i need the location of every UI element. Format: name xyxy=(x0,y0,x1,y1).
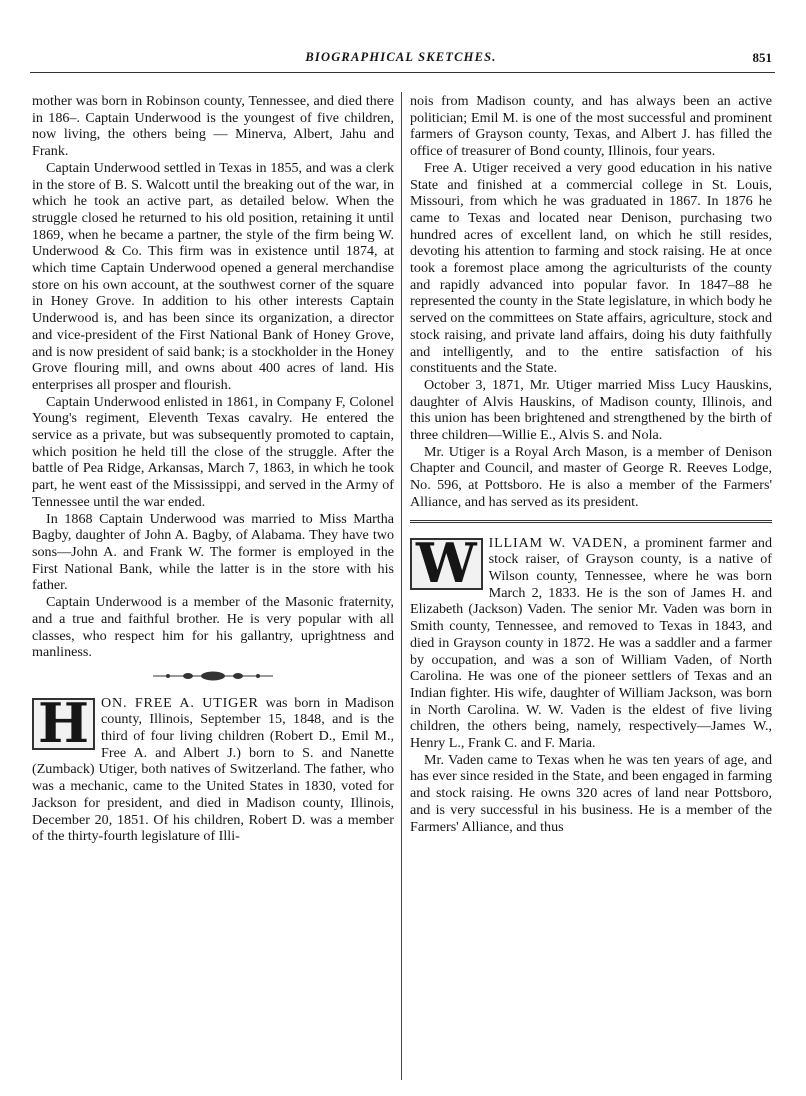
utiger-biography-intro xyxy=(32,690,395,845)
dropcap-h: H xyxy=(32,698,95,750)
page-header xyxy=(30,50,772,70)
header-rule xyxy=(30,72,775,73)
section-ornament xyxy=(32,670,394,687)
utiger-intro-text: was born in Madison county, Illinois, September 15, 1848, and is the third of four living children (Robert D., Emil M., Free A. and Albert J.) born to S. and Nanette (Zumback) Utiger, both natives of Switzerland. The father, who was a mechanic, came to the United States in 1830, voted for Jackson for president, and died in Madison county, Illinois, December 20, 1851. Of his children, Robert D. was a member of the thirty-fourth legislature of Illi- xyxy=(32,694,395,845)
left-column xyxy=(32,93,394,845)
right-column xyxy=(410,93,772,835)
paragraph-underwood-masonic: Captain Underwood is a member of the Masonic fraternity, and a true and faithful brother. He is very popular with all classes, who respect him for his gallantry, uprightness and manliness. xyxy=(32,594,394,661)
paragraph-utiger-career: Free A. Utiger received a very good education in his native State and finished at a commercial college in St. Louis, Missouri, from which he was graduated in 1867. In 1876 he came to Texas and located near Denison, purchasing two hundred acres of excellent land, on which he still resides, devoting his attention to farming and stock raising. He at once took a foremost place among the agriculturists of the county and rapidly advanced into popular favor. In 1847–88 he represented the county in the State legislature, in which body he served on the committees on State affairs, agriculture, stock and stock raising, and private land affairs, doing his duty faithfully and intelligently, and to the entire satisfaction of his constituents and the State. xyxy=(410,159,772,377)
paragraph-vaden-texas: Mr. Vaden came to Texas when he was ten years of age, and has ever since resided in the State, and been engaged in farming and stock raising. He owns 320 acres of land near Pottsboro, and is very successful in his business. He is a member of the Farmers' Alliance, and thus xyxy=(410,751,772,835)
paragraph-underwood-career: Captain Underwood settled in Texas in 1855, and was a clerk in the store of B. S. Walcott until the breaking out of the war, in which he took an active part, as detailed below. When the struggle closed he returned to his old position, retaining it until 1869, when he became a partner, the style of the firm being W. Underwood & Co. This firm was in existence until 1874, at which time Captain Underwood opened a general merchandise store on his own account, at the southwest corner of the square in Honey Grove. In addition to his other interests Captain Underwood is, and has been since its organization, a director and vice-president of the First National Bank of Honey Grove, and is now president of said bank; is a stockholder in the Honey Grove flouring mill, and owns about 400 acres of land. His enterprises all prosper and flourish. xyxy=(32,159,394,393)
paragraph-utiger-masonic: Mr. Utiger is a Royal Arch Mason, is a member of Denison Chapter and Council, and master of George R. Reeves Lodge, No. 596, at Pottsboro. He is also a member of the Farmers' Alliance, and has served as its president. xyxy=(410,443,772,510)
paragraph-utiger-marriage: October 3, 1871, Mr. Utiger married Miss Lucy Hauskins, daughter of Alvis Hauskins, of Madison county, Illinois, and this union has been brightened and strengthened by the birth of three children—Willie E., Alvis S. and Nola. xyxy=(410,376,772,444)
page-number: 851 xyxy=(752,50,772,65)
paragraph-utiger-siblings: nois from Madison county, and has always been an active politician; Emil M. is one of the most successful and prominent farmers of Grayson county, Texas, and Albert J. has filled the office of treasurer of Bond county, Illinois, four years. xyxy=(410,93,772,160)
dropcap-w: W xyxy=(410,538,483,590)
paragraph-underwood-marriage: In 1868 Captain Underwood was married to Miss Martha Bagby, daughter of John A. Bagby, of Alabama. They have two sons—John A. and Frank W. The former is employed in the First National Bank, while the latter is in the store with his father. xyxy=(32,510,394,594)
vaden-intro-text: a prominent farmer and stock raiser, of Grayson county, is a native of Wilson county, Tennessee, where he was born March 2, 1833. He is the son of James H. and Elizabeth (Jackson) Vaden. The senior Mr. Vaden was born in Smith county, Tennessee, and removed to Texas in 1843, and died in Grayson county in 1872. He was a saddler and a farmer by occupation, and was a son of William Vaden, of North Carolina. He was one of the pioneer settlers of Texas and an Indian fighter. His wife, daughter of William Jackson, was born in North Carolina. W. W. Vaden is the eldest of five living children, the others being, namely, respectively—James W., Henry L., Frank C. and F. Maria. xyxy=(410,534,772,752)
vaden-biography-intro xyxy=(410,530,772,752)
utiger-name-heading: ON. FREE A. UTIGER xyxy=(101,694,259,711)
column-divider xyxy=(401,92,402,1080)
paragraph-underwood-military: Captain Underwood enlisted in 1861, in Company F, Colonel Young's regiment, Eleventh Texas cavalry. He entered the service as a private, but was subsequently promoted to captain, which position he held till the close of the struggle. After the battle of Pea Ridge, Arkansas, March 7, 1863, in which he took part, he went east of the Mississippi, and served in the Army of Tennessee until the war ended. xyxy=(32,393,394,510)
vaden-name-heading: ILLIAM W. VADEN, xyxy=(488,534,628,551)
paragraph-underwood-parents: mother was born in Robinson county, Tennessee, and died there in 186–. Captain Underwood is the youngest of five children, now living, the others being — Minerva, Albert, Jahu and Frank. xyxy=(32,93,394,160)
running-title: BIOGRAPHICAL SKETCHES. xyxy=(305,50,497,64)
ornament-flourish-icon xyxy=(148,670,278,682)
